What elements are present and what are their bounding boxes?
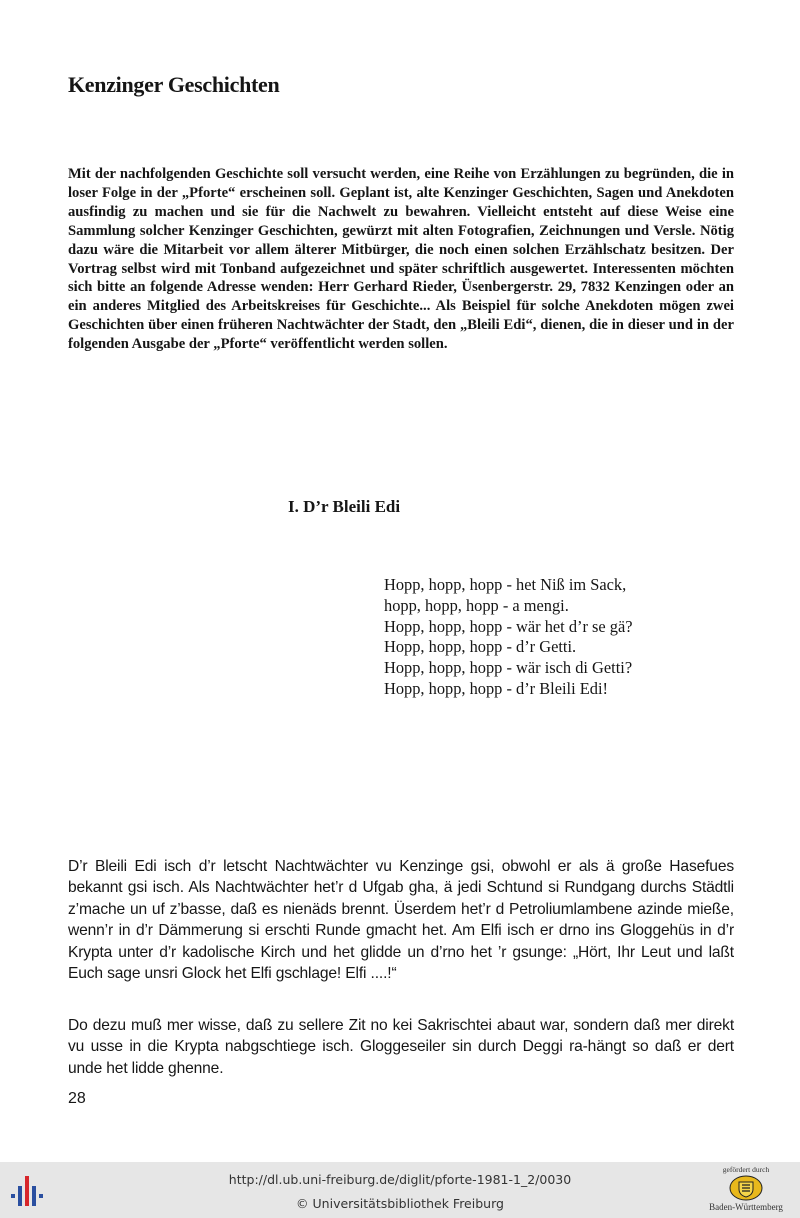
intro-paragraph: Mit der nachfolgenden Geschichte soll versucht werden, eine Reihe von Erzählungen zu begründen, die in loser Folge in der „Pforte“ erscheinen soll. Geplant ist, alte Kenzinger Geschichten, Sagen und Anekdoten ausfindig zu machen und sie für die Nachwelt zu bewahren. Vielleicht entsteht auf diese Weise eine Sammlung solcher Kenzinger Geschichten, gewürzt mit alten Fotografien, Zeichnungen und Versle. Nötig dazu wäre die Mitarbeit vor allem älterer Mitbürger, die noch einen solchen Erzählschatz besitzen. Der Vortrag selbst wird mit Tonband aufgezeichnet und später schriftlich ausgewertet. Interessenten möchten sich bitte an folgende Adresse wenden: Herr Gerhard Rieder, Üsenbergerstr. 29, 7832 Kenzingen oder an ein anderes Mitglied des Arbeitskreises für Geschichte... Als Beispiel für solche Anekdoten mögen zwei Geschichten über einen früheren Nachtwächter der Stadt, den „Bleili Edi“, dienen, die in dieser und in der folgenden Ausgabe der „Pforte“ veröffentlicht werden sollen.	[68, 166, 734, 353]
page-title: Kenzinger Geschichten	[68, 72, 280, 97]
poem-line: Hopp, hopp, hopp - het Niß im Sack,	[384, 575, 627, 594]
copyright-text: © Universitätsbibliothek Freiburg	[296, 1196, 504, 1211]
coat-of-arms-icon	[729, 1175, 763, 1201]
sponsor-logo	[700, 1165, 792, 1217]
permalink-url[interactable]: http://dl.ub.uni-freiburg.de/diglit/pforte-1981-1_2/0030	[228, 1172, 572, 1187]
poem-line: Hopp, hopp, hopp - d’r Bleili Edi!	[384, 678, 608, 698]
poem-line: Hopp, hopp, hopp - d’r Getti.	[384, 637, 577, 657]
section-heading: I. D’r Bleili Edi	[288, 497, 401, 516]
poem-line: hopp, hopp, hopp - a mengi.	[384, 595, 569, 615]
sponsor-label: gefördert durch	[722, 1165, 770, 1174]
poem	[384, 575, 633, 700]
story-paragraph: Do dezu muß mer wisse, daß zu sellere Zit no kei Sakrischtei abaut war, sondern daß mer direkt vu usse in die Krypta nabgschtiege isch. Gloggeseiler sin durch Deggi ra-hängt so daß er dert unde het lidde ghenne.	[68, 1017, 734, 1077]
story-paragraph: D’r Bleili Edi isch d’r letscht Nachtwächter vu Kenzinge gsi, obwohl er als ä große Hasefues bekannt gsi isch. Als Nachtwächter het’r d Ufgab gha, ä jedi Schtund si Rundgang durchs Städtli z’mache un uf z’basse, daß es nienäds brennt. Üserdem het’r d Petroliumlambene azinde mieße, wenn’r in d’r Dämmerung si erschti Runde gmacht het. Am Elfi isch er drno ins Gloggehüs in d’r Krypta unter d’r kadolische Kirch und het glidde un d’rno het ’r gsunge: „Hört, Ihr Leut und laßt Euch sage unsri Glock het Elfi gschlage! Elfi ....!“	[68, 858, 734, 983]
page-number: 28	[68, 1090, 86, 1107]
poem-line: Hopp, hopp, hopp - wär het d’r se gä?	[384, 616, 633, 636]
footer-bar	[0, 1162, 800, 1218]
poem-line: Hopp, hopp, hopp - wär isch di Getti?	[384, 658, 633, 678]
sponsor-name: Baden-Württemberg	[709, 1202, 783, 1212]
